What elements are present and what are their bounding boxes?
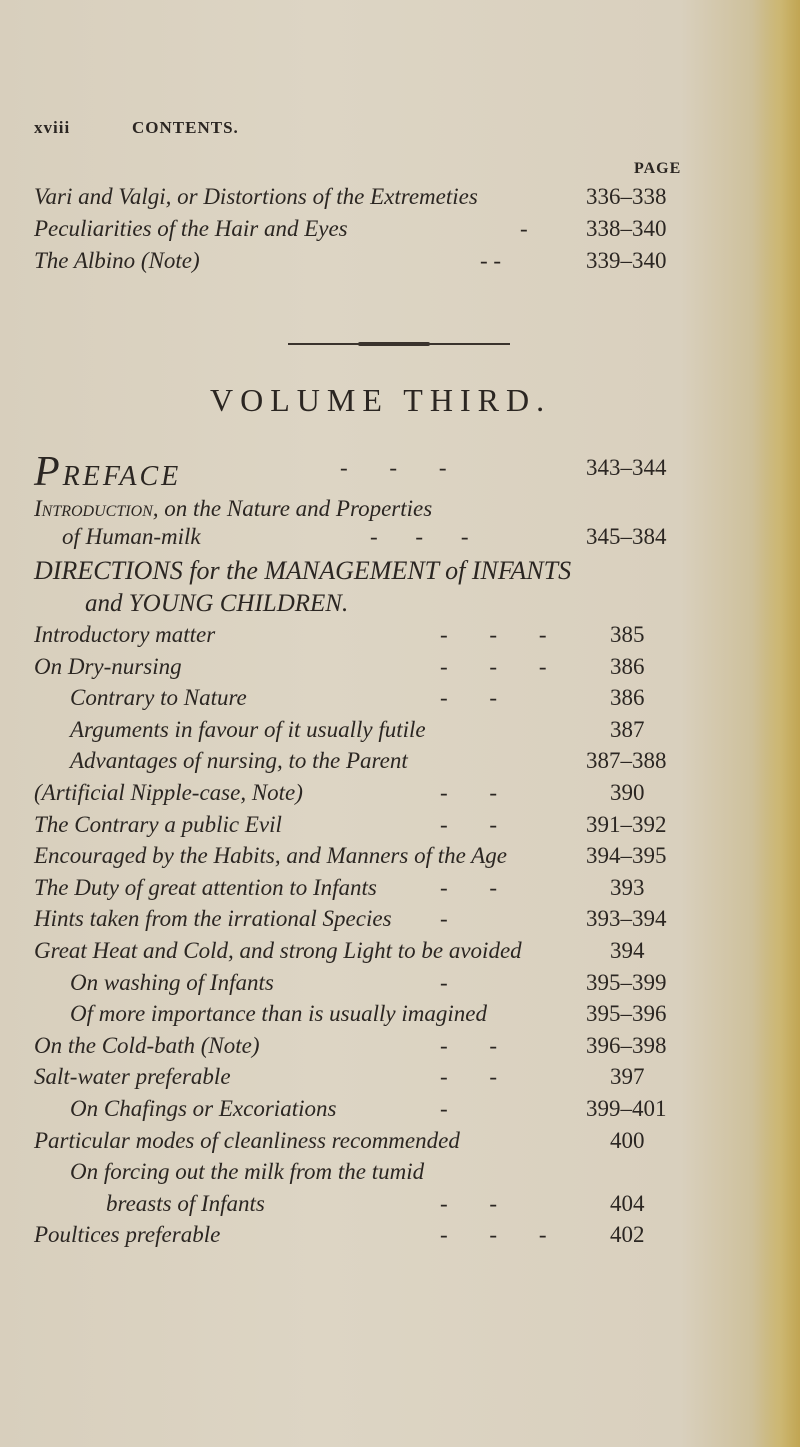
entry-title: The Duty of great attention to Infants bbox=[34, 874, 377, 900]
entry-leader: - - bbox=[440, 1064, 516, 1090]
entry-title: On the Cold-bath (Note) bbox=[34, 1032, 260, 1058]
entry-pages: 343–344 bbox=[586, 455, 667, 480]
entry-pages: 336–338 bbox=[586, 184, 667, 209]
entry-pages: 400 bbox=[610, 1127, 645, 1153]
entry-leader: - - bbox=[440, 1032, 516, 1058]
entry-pages: 402 bbox=[610, 1222, 645, 1248]
page-column-heading: PAGE bbox=[634, 160, 682, 177]
entry-title: of Human-milk bbox=[62, 524, 201, 549]
toc-entry bbox=[0, 875, 800, 905]
entry-title: Advantages of nursing, to the Parent bbox=[70, 748, 408, 774]
toc-entry bbox=[0, 455, 800, 485]
toc-entry bbox=[0, 496, 800, 526]
entry-pages: 397 bbox=[610, 1064, 645, 1090]
entry-leader: - - - bbox=[440, 622, 565, 647]
entry-pages: 395–399 bbox=[586, 969, 667, 995]
toc-entry bbox=[0, 622, 800, 652]
toc-entry bbox=[0, 843, 800, 873]
entry-pages: 395–396 bbox=[586, 1001, 667, 1027]
entry-leader: - - bbox=[480, 248, 502, 273]
entry-pages: 393–394 bbox=[586, 906, 667, 932]
toc-entry bbox=[0, 938, 800, 968]
entry-title: Poultices preferable bbox=[34, 1222, 221, 1248]
entry-leader: - - bbox=[440, 685, 516, 711]
toc-entry bbox=[0, 1033, 800, 1063]
entry-title: (Artificial Nipple-case, Note) bbox=[34, 780, 303, 805]
entry-title: Salt-water preferable bbox=[34, 1064, 231, 1090]
entry-leader: - bbox=[440, 969, 466, 995]
entry-title: Hints taken from the irrational Species bbox=[34, 906, 392, 932]
section-subheading: and YOUNG CHILDREN. bbox=[85, 590, 349, 617]
entry-pages: 339–340 bbox=[586, 248, 667, 273]
entry-title: Encouraged by the Habits, and Manners of the Age bbox=[34, 843, 507, 869]
preface-initial: P bbox=[34, 449, 63, 495]
entry-title: On washing of Infants bbox=[70, 969, 274, 995]
entry-leader: - - - bbox=[370, 524, 485, 549]
entry-leader: - bbox=[440, 906, 466, 932]
toc-entry bbox=[0, 1222, 800, 1252]
toc-entry bbox=[0, 1159, 800, 1189]
toc-entry bbox=[0, 184, 800, 214]
entry-leader: - - - bbox=[340, 455, 465, 480]
entry-title: Of more importance than is usually imagined bbox=[70, 1001, 487, 1027]
toc-entry bbox=[0, 1128, 800, 1158]
entry-pages: 386 bbox=[610, 653, 645, 679]
entry-pages: 394–395 bbox=[586, 843, 667, 869]
entry-title: Particular modes of cleanliness recommended bbox=[34, 1127, 460, 1153]
entry-title: Great Heat and Cold, and strong Light to be avoided bbox=[34, 938, 522, 963]
entry-pages: 396–398 bbox=[586, 1032, 667, 1058]
entry-title: On Dry-nursing bbox=[34, 653, 182, 679]
volume-heading: VOLUME THIRD. bbox=[210, 382, 552, 418]
entry-leader: - bbox=[440, 1096, 466, 1121]
entry-title: Vari and Valgi, or Distortions of the Extremeties bbox=[34, 184, 478, 209]
toc-entry bbox=[0, 524, 800, 554]
toc-entry bbox=[0, 812, 800, 842]
entry-title: Introductory matter bbox=[34, 622, 216, 647]
entry-pages: 385 bbox=[610, 622, 645, 647]
entry-leader: - - bbox=[440, 811, 516, 837]
entry-pages: 394 bbox=[610, 938, 645, 963]
entry-leader: - - bbox=[440, 874, 516, 900]
entry-leader: - - - bbox=[440, 1222, 565, 1248]
entry-pages: 390 bbox=[610, 780, 645, 805]
entry-leader: - - bbox=[440, 1190, 516, 1216]
toc-entry bbox=[0, 970, 800, 1000]
entry-title: Arguments in favour of it usually futile bbox=[70, 716, 426, 742]
toc-entry bbox=[0, 248, 800, 278]
running-title: CONTENTS. bbox=[132, 118, 239, 137]
entry-leader: - - - bbox=[440, 653, 565, 679]
entry-pages: 393 bbox=[610, 874, 645, 900]
page-folio: xviii bbox=[34, 118, 71, 137]
entry-pages: 387 bbox=[610, 716, 645, 742]
toc-entry bbox=[0, 685, 800, 715]
ornamental-rule bbox=[288, 343, 510, 345]
entry-pages: 338–340 bbox=[586, 216, 667, 241]
entry-title: Contrary to Nature bbox=[70, 685, 247, 711]
entry-leader: - - bbox=[440, 780, 516, 805]
toc-entry bbox=[0, 1064, 800, 1094]
introduction-rest: on the Nature and Properties bbox=[158, 496, 433, 521]
toc-entry bbox=[0, 1001, 800, 1031]
entry-pages: 404 bbox=[610, 1190, 645, 1216]
toc-entry bbox=[0, 748, 800, 778]
toc-entry bbox=[0, 1096, 800, 1126]
toc-entry bbox=[0, 717, 800, 747]
entry-pages: 399–401 bbox=[586, 1096, 667, 1121]
entry-title: Peculiarities of the Hair and Eyes bbox=[34, 216, 348, 241]
entry-pages: 386 bbox=[610, 685, 645, 711]
entry-pages: 345–384 bbox=[586, 524, 667, 549]
entry-title: The Albino (Note) bbox=[34, 248, 200, 273]
toc-entry bbox=[0, 216, 800, 246]
toc-entry bbox=[0, 780, 800, 810]
toc-entry bbox=[0, 906, 800, 936]
entry-pages: 387–388 bbox=[586, 748, 667, 774]
preface-rest: REFACE bbox=[62, 461, 182, 492]
entry-title: The Contrary a public Evil bbox=[34, 811, 282, 837]
toc-entry bbox=[0, 1191, 800, 1221]
entry-title: On Chafings or Excoriations bbox=[70, 1096, 337, 1121]
entry-title: breasts of Infants bbox=[106, 1190, 265, 1216]
entry-title: On forcing out the milk from the tumid bbox=[70, 1159, 425, 1185]
entry-leader: - bbox=[520, 216, 528, 241]
entry-pages: 391–392 bbox=[586, 811, 667, 837]
section-heading: DIRECTIONS for the MANAGEMENT of INFANTS bbox=[34, 556, 572, 585]
introduction-heading: Introduction, bbox=[34, 496, 159, 521]
toc-entry bbox=[0, 654, 800, 684]
